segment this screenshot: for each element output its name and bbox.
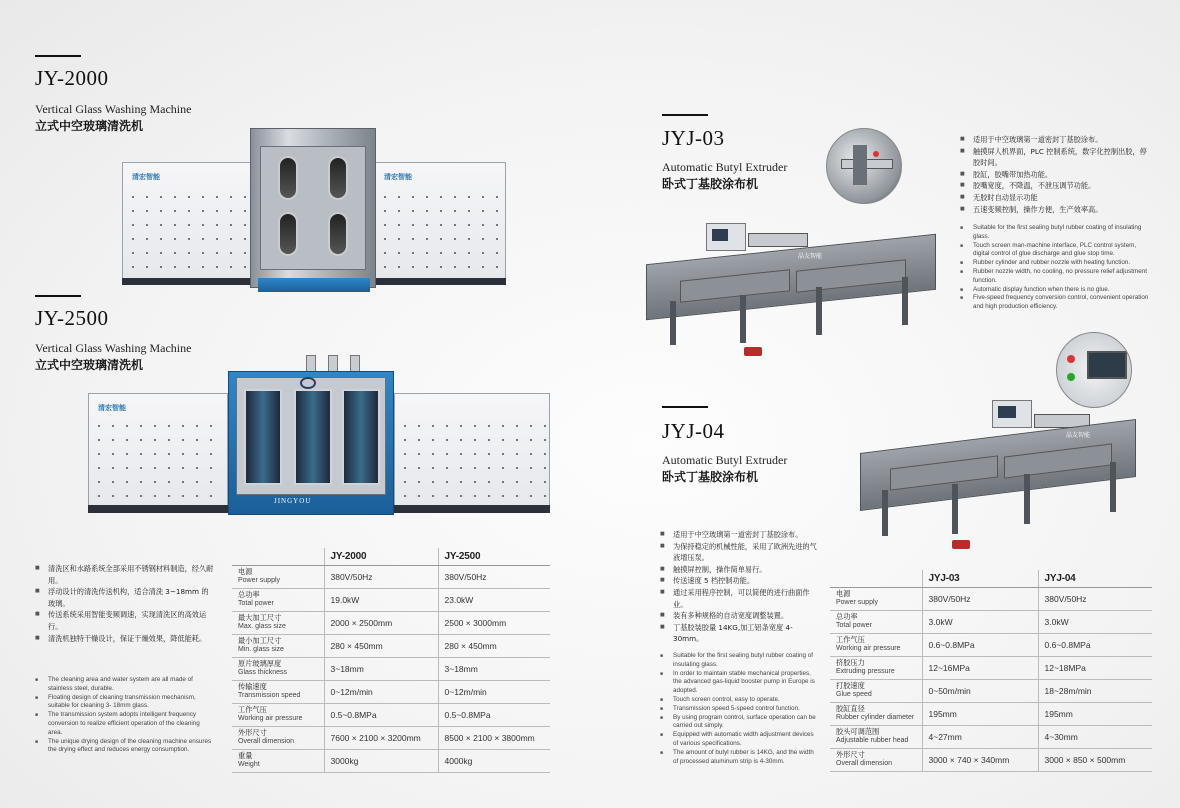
table-cell: 8500 × 2100 × 3800mm (438, 726, 550, 749)
jy2500-logo-left: 清宏智能 (98, 404, 126, 412)
list-item: ■ 传送系统采用智能变频调速，实现清洗区的高效运行。 (35, 609, 215, 632)
row-label-cn: 工作气压 (238, 704, 267, 714)
table-cell: 195mm (922, 702, 1038, 725)
row-label-en: Rubber cylinder diameter (836, 713, 915, 721)
jy2000-name-en: Vertical Glass Washing Machine (35, 102, 192, 116)
table-row (232, 749, 550, 772)
washer-spec-table (232, 548, 550, 773)
table-row (232, 588, 550, 611)
table-cell: 0.6~0.8MPa (922, 633, 1038, 656)
list-item: ■ Touch screen man-machine interface, PLC control system, digital control of glue discharge and glue stop time. (960, 242, 1152, 260)
table-cell: 3000kg (324, 749, 438, 772)
row-label-cn: 工作气压 (836, 634, 865, 644)
list-item: ■ 触摸屏人机界面，PLC 控制系统，数字化控制出胶，停胶时间。 (960, 146, 1152, 169)
table-cell: 2500 × 3000mm (438, 611, 550, 634)
row-label-en: Min. glass size (238, 645, 284, 653)
jyj03-machine-image (640, 215, 940, 360)
table-header: JYJ-04 (1038, 570, 1152, 587)
table-cell: 380V/50Hz (922, 587, 1038, 610)
jyj03-name-en: Automatic Butyl Extruder (662, 160, 788, 174)
jy2500-name-cn: 立式中空玻璃清洗机 (35, 358, 144, 372)
list-item: ■ By using program control, surface operation can be carried out simply. (660, 714, 816, 732)
jy2500-machine-image (88, 355, 550, 520)
list-item: ■ 胶缸，胶嘴带加热功能。 (960, 169, 1152, 181)
row-label-en: Adjustable rubber head (836, 736, 909, 744)
row-label-en: Glue speed (836, 690, 872, 698)
row-label-en: Power supply (238, 576, 281, 584)
table-cell: 0.6~0.8MPa (1038, 633, 1152, 656)
table-row (830, 748, 1152, 771)
jyj03-detail-image (826, 128, 902, 204)
jy2000-model: JY-2000 (35, 66, 109, 90)
table-row (830, 610, 1152, 633)
list-item: ■ Suitable for the first sealing butyl rubber coating of insulating glass. (660, 652, 816, 670)
jyj03-model: JYJ-03 (662, 126, 725, 150)
jy2000-logo-left: 清宏智能 (132, 173, 160, 181)
row-label-en: Extruding pressure (836, 667, 895, 675)
table-cell: 380V/50Hz (438, 565, 550, 588)
list-item: ■ Suitable for the first sealing butyl rubber coating of insulating glass. (960, 224, 1152, 242)
row-label-cn: 外形尺寸 (238, 727, 267, 737)
row-label-en: Working air pressure (238, 714, 303, 722)
row-label-en: Working air pressure (836, 644, 901, 652)
row-label-en: Total power (238, 599, 274, 607)
list-item: ■ The amount of butyl rubber is 14KG, and the width of processed aluminum strip is 4-30mm. (660, 749, 816, 767)
row-label-en: Overall dimension (836, 759, 893, 767)
heading-rule (662, 114, 708, 116)
table-row (830, 702, 1152, 725)
row-label-cn: 最大加工尺寸 (238, 612, 282, 622)
table-row (232, 611, 550, 634)
row-label-en: Transmission speed (238, 691, 301, 699)
list-item: ■ Floating design of cleaning transmission mechanism, suitable for cleaning 3- 18mm glass. (35, 694, 213, 712)
table-cell: 2000 × 2500mm (324, 611, 438, 634)
table-cell: 18~28m/min (1038, 679, 1152, 702)
list-item: ■ Touch screen control, easy to operate. (660, 696, 816, 705)
table-cell: 3000 × 740 × 340mm (922, 748, 1038, 771)
table-cell: 3000 × 850 × 500mm (1038, 748, 1152, 771)
list-item: ■ Equipped with automatic width adjustment devices of various specifications. (660, 731, 816, 749)
list-item: ■ 通过采用程序控制，可以简便的进行曲面作业。 (660, 587, 818, 610)
list-item: ■ 传送速度 5 档控制功能。 (660, 575, 818, 587)
table-cell: 19.0kW (324, 588, 438, 611)
row-label-en: Total power (836, 621, 872, 629)
table-row (232, 565, 550, 588)
table-row (232, 680, 550, 703)
list-item: ■ The unique drying design of the cleaning machine ensures the drying effect and reduces energy consumption. (35, 738, 213, 756)
jyj03-features-en (960, 224, 1152, 312)
list-item: ■ Automatic display function when there is no glue. (960, 286, 1152, 295)
table-row (232, 703, 550, 726)
row-label-en: Max. glass size (238, 622, 286, 630)
row-label-cn: 外形尺寸 (836, 749, 865, 759)
table-cell: 380V/50Hz (1038, 587, 1152, 610)
row-label-cn: 电源 (238, 566, 253, 576)
row-label-cn: 胶头可调范围 (836, 726, 880, 736)
jyj04-logo: 晶友智能 (1066, 432, 1091, 439)
table-cell: 0~50m/min (922, 679, 1038, 702)
list-item: ■ 清洗机独特干燥设计，保证干燥效果，降低能耗。 (35, 633, 215, 645)
table-cell: 4~27mm (922, 725, 1038, 748)
jyj03-name-cn: 卧式丁基胶涂布机 (662, 177, 759, 191)
table-cell: 0~12m/min (324, 680, 438, 703)
table-header: JY-2500 (438, 548, 550, 565)
list-item: ■ 无胶时自动显示功能 (960, 192, 1152, 204)
table-row (232, 726, 550, 749)
table-cell: 0~12m/min (438, 680, 550, 703)
table-row (232, 657, 550, 680)
table-row (232, 634, 550, 657)
jyj04-machine-image (856, 396, 1138, 554)
table-row (830, 656, 1152, 679)
table-row (830, 633, 1152, 656)
list-item: ■ 清洗区和水路系统全部采用不锈钢材料制造，经久耐用。 (35, 563, 215, 586)
heading-rule (662, 406, 708, 408)
list-item: ■ Five-speed frequency conversion control, convenient operation and high production efficiency. (960, 294, 1152, 312)
jyj04-features-cn (660, 529, 818, 645)
table-cell: 0.5~0.8MPa (324, 703, 438, 726)
list-item: ■ Rubber cylinder and rubber nozzle with heating function. (960, 259, 1152, 268)
table-cell: 195mm (1038, 702, 1152, 725)
row-label-cn: 总功率 (836, 611, 858, 621)
row-label-cn: 电源 (836, 588, 851, 598)
list-item: ■ Transmission speed 5-speed control function. (660, 705, 816, 714)
row-label-cn: 胶缸直径 (836, 703, 865, 713)
list-item: ■ 浮动设计的清洗传送机构，适合清洗 3~18mm 的玻璃。 (35, 586, 215, 609)
jyj04-model: JYJ-04 (662, 419, 725, 443)
jy2500-model: JY-2500 (35, 306, 109, 330)
row-label-en: Power supply (836, 598, 879, 606)
list-item: ■ 为保持稳定的机械性能，采用了欧洲先进的气液增压泵。 (660, 541, 818, 564)
row-label-cn: 原片玻璃厚度 (238, 658, 282, 668)
jy2000-machine-image (122, 128, 506, 296)
extruder-spec-table (830, 570, 1152, 772)
jy2000-logo-right: 清宏智能 (384, 173, 412, 181)
list-item: ■ 胶嘴宽度，不降温，不泄压调节功能。 (960, 180, 1152, 192)
row-label-cn: 重量 (238, 750, 253, 760)
table-cell: 4000kg (438, 749, 550, 772)
table-cell: 280 × 450mm (324, 634, 438, 657)
table-cell: 4~30mm (1038, 725, 1152, 748)
list-item: ■ 装有多种规格的自动宽度调整装置。 (660, 610, 818, 622)
list-item: ■ 五速变频控制，操作方便，生产效率高。 (960, 204, 1152, 216)
list-item: ■ Rubber nozzle width, no cooling, no pressure relief adjustment function. (960, 268, 1152, 286)
jyj03-logo: 晶友智能 (798, 253, 823, 260)
row-label-cn: 挤胶压力 (836, 657, 865, 667)
row-label-cn: 传输速度 (238, 681, 267, 691)
list-item: ■ 适用于中空玻璃第一道密封丁基胶涂布。 (660, 529, 818, 541)
washer-features-cn (35, 563, 215, 644)
list-item: ■ 触摸屏控制，操作简单易行。 (660, 564, 818, 576)
table-cell: 3~18mm (324, 657, 438, 680)
table-row (830, 725, 1152, 748)
list-item: ■ The transmission system adopts intelligent frequency conversion to realize efficient operation of the cleaning area. (35, 711, 213, 737)
table-cell: 0.5~0.8MPa (438, 703, 550, 726)
jyj04-features-en (660, 652, 816, 766)
washer-features-en (35, 676, 213, 755)
table-cell: 280 × 450mm (438, 634, 550, 657)
row-label-cn: 最小加工尺寸 (238, 635, 282, 645)
table-cell: 7600 × 2100 × 3200mm (324, 726, 438, 749)
table-cell: 12~18MPa (1038, 656, 1152, 679)
list-item: ■ In order to maintain stable mechanical properties, the advanced gas-liquid booster pump in Europe is adopted. (660, 670, 816, 696)
table-header: JY-2000 (324, 548, 438, 565)
heading-rule (35, 55, 81, 57)
table-cell: 23.0kW (438, 588, 550, 611)
table-cell: 380V/50Hz (324, 565, 438, 588)
table-row (830, 679, 1152, 702)
table-cell: 3~18mm (438, 657, 550, 680)
jyj04-name-cn: 卧式丁基胶涂布机 (662, 470, 759, 484)
jyj04-name-en: Automatic Butyl Extruder (662, 453, 788, 467)
list-item: ■ 适用于中空玻璃第一道密封丁基胶涂布。 (960, 134, 1152, 146)
jyj03-features-cn (960, 134, 1152, 215)
table-cell: 3.0kW (1038, 610, 1152, 633)
heading-rule (35, 295, 81, 297)
row-label-cn: 打胶速度 (836, 680, 865, 690)
table-row (830, 587, 1152, 610)
row-label-en: Glass thickness (238, 668, 288, 676)
row-label-en: Weight (238, 760, 260, 768)
row-label-en: Overall dimension (238, 737, 295, 745)
table-cell: 12~16MPa (922, 656, 1038, 679)
table-cell: 3.0kW (922, 610, 1038, 633)
jy2000-name-cn: 立式中空玻璃清洗机 (35, 119, 144, 133)
row-label-cn: 总功率 (238, 589, 260, 599)
jy2500-name-en: Vertical Glass Washing Machine (35, 341, 192, 355)
jy2500-label: JINGYOU (274, 497, 312, 505)
table-header: JYJ-03 (922, 570, 1038, 587)
list-item: ■ The cleaning area and water system are all made of stainless steel, durable. (35, 676, 213, 694)
list-item: ■ 丁基胶装胶量 14KG,加工铝条宽度 4-30mm。 (660, 622, 818, 645)
